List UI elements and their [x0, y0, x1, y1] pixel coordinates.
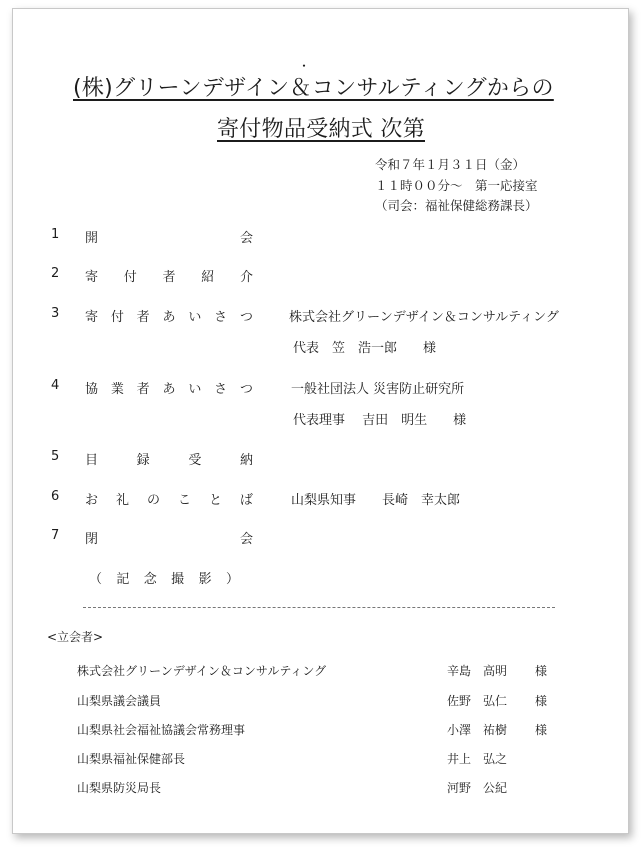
attendee-name: 小澤 祐樹 — [447, 723, 508, 737]
title-line-1: (株)グリーンデザイン＆コンサルティングからの — [73, 76, 554, 101]
item-number: 6 — [51, 489, 60, 504]
program-label-5: 目 録 受 納 — [85, 453, 253, 468]
document-page — [12, 8, 629, 834]
item-number: 5 — [51, 449, 60, 464]
program-item-6 — [51, 489, 59, 504]
attendee-name: 辛島 高明 — [447, 664, 508, 678]
program-item-4 — [51, 378, 59, 393]
divider — [83, 607, 555, 608]
title-line-2: 寄付物品受納式 次第 — [217, 117, 425, 142]
attendee-honorific: 様 — [535, 664, 548, 678]
item-number: 1 — [51, 227, 60, 242]
item-number: 3 — [51, 306, 60, 321]
event-time-place: １１時００分～ 第一応接室 — [375, 178, 538, 193]
program-item-2 — [51, 266, 59, 281]
attendee-org: 山梨県議会議員 — [77, 694, 162, 708]
attendee-name: 井上 弘之 — [447, 752, 508, 766]
attendee-name: 佐野 弘仁 — [447, 694, 508, 708]
program-item-3 — [51, 306, 59, 321]
program-item-5 — [51, 449, 59, 464]
program-detail-3b: 代表 笠 浩一郎 様 — [293, 341, 437, 356]
attendee-name: 河野 公紀 — [447, 781, 508, 795]
attendee-org: 山梨県社会福祉協議会常務理事 — [77, 723, 246, 737]
program-detail-6a: 山梨県知事 長崎 幸太郎 — [291, 493, 461, 508]
program-label-7: 閉 会 — [85, 532, 253, 547]
event-moderator: （司会：福祉保健総務課長） — [375, 198, 538, 213]
program-item-7 — [51, 528, 59, 543]
program-label-3: 寄 付 者 あ い さ つ — [85, 310, 253, 325]
program-item-1 — [51, 227, 59, 242]
attendee-org: 株式会社グリーンデザイン＆コンサルティング — [77, 664, 327, 678]
program-detail-3a: 株式会社グリーンデザイン＆コンサルティング — [289, 310, 559, 325]
attendee-honorific: 様 — [535, 723, 548, 737]
attendees-header: <立会者> — [47, 630, 104, 644]
attendee-org: 山梨県福祉保健部長 — [77, 752, 186, 766]
commemorative-photo: （ 記 念 撮 影 ） — [89, 572, 239, 587]
program-label-6: お 礼 の こ と ば — [85, 493, 253, 508]
attendee-org: 山梨県防災局長 — [77, 781, 162, 795]
title-dot: ・ — [298, 59, 311, 73]
program-detail-4b: 代表理事 吉田 明生 様 — [293, 413, 467, 428]
event-date: 令和７年１月３１日（金） — [375, 157, 526, 172]
program-label-2: 寄 付 者 紹 介 — [85, 270, 253, 285]
program-label-4: 協 業 者 あ い さ つ — [85, 382, 253, 397]
item-number: 7 — [51, 528, 60, 543]
item-number: 2 — [51, 266, 60, 281]
item-number: 4 — [51, 378, 60, 393]
program-detail-4a: 一般社団法人 災害防止研究所 — [291, 382, 465, 397]
program-label-1: 開 会 — [85, 231, 253, 246]
attendee-honorific: 様 — [535, 694, 548, 708]
